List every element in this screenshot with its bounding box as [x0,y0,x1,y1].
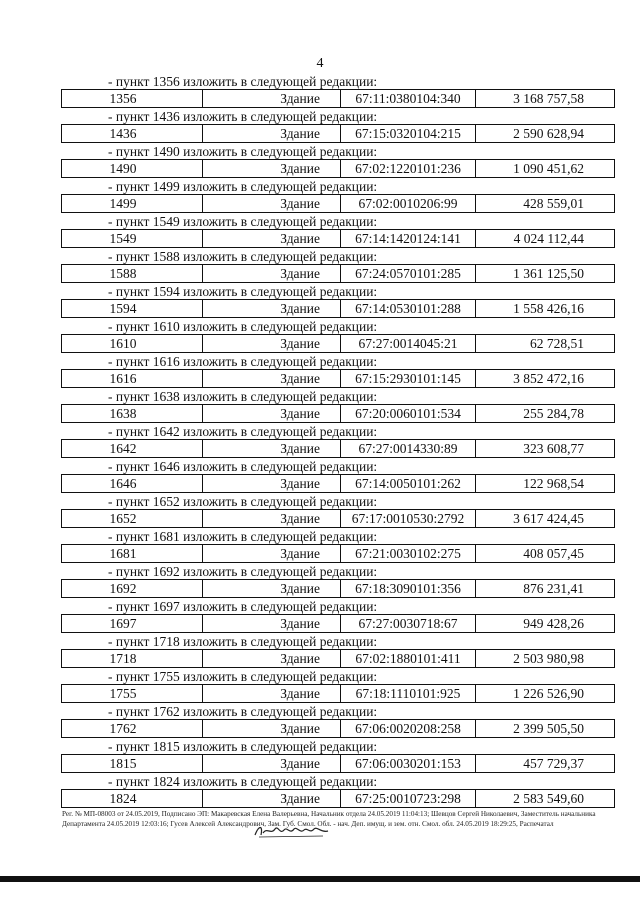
cadastral-value-cell: 408 057,45 [523,546,584,561]
amendment-instruction: - пункт 1815 изложить в следующей редакции: [108,739,378,754]
cadastral-number-cell: 67:27:0030718:67 [341,615,476,632]
table-row [61,229,615,248]
cadastral-number-cell: 67:06:0030201:153 [341,755,476,772]
amendment-instruction: - пункт 1549 изложить в следующей редакции: [108,214,378,229]
item-number-cell: 1490 [62,160,203,177]
item-number-cell: 1681 [62,545,203,562]
item-number-cell: 1356 [62,90,203,107]
cadastral-value-cell: 876 231,41 [523,581,584,596]
amendment-instruction: - пункт 1697 изложить в следующей редакции: [108,599,378,614]
handwritten-signature [253,823,333,839]
object-type-cell: Здание [203,580,341,597]
item-number-cell: 1549 [62,230,203,247]
cadastral-value-cell: 2 583 549,60 [513,791,584,806]
amendment-entry [61,74,616,109]
cadastral-value-cell: 62 728,51 [530,336,584,351]
amendment-instruction: - пункт 1638 изложить в следующей редакции: [108,389,378,404]
table-row [61,789,615,808]
amendment-instruction: - пункт 1718 изложить в следующей редакции: [108,634,378,649]
cadastral-number-cell: 67:02:1880101:411 [341,650,476,667]
amendment-instruction: - пункт 1594 изложить в следующей редакции: [108,284,378,299]
amendment-entry [61,249,616,284]
item-number-cell: 1616 [62,370,203,387]
item-number-cell: 1610 [62,335,203,352]
amendment-instruction: - пункт 1755 изложить в следующей редакции: [108,669,378,684]
amendment-instruction: - пункт 1588 изложить в следующей редакции: [108,249,378,264]
amendment-entry [61,634,616,669]
table-row [61,124,615,143]
item-number-cell: 1718 [62,650,203,667]
item-number-cell: 1815 [62,755,203,772]
table-row [61,404,615,423]
amendment-instruction: - пункт 1490 изложить в следующей редакции: [108,144,378,159]
cadastral-value-cell: 122 968,54 [523,476,584,491]
object-type-cell: Здание [203,475,341,492]
table-row [61,544,615,563]
table-row [61,264,615,283]
cadastral-value-cell: 323 608,77 [523,441,584,456]
amendment-entry [61,179,616,214]
table-row [61,509,615,528]
cadastral-number-cell: 67:20:0060101:534 [341,405,476,422]
cadastral-number-cell: 67:25:0010723:298 [341,790,476,807]
cadastral-number-cell: 67:14:1420124:141 [341,230,476,247]
amendments-list [61,74,616,809]
item-number-cell: 1436 [62,125,203,142]
bottom-border-bar [0,876,640,882]
table-row [61,614,615,633]
amendment-instruction: - пункт 1646 изложить в следующей редакции: [108,459,378,474]
cadastral-number-cell: 67:21:0030102:275 [341,545,476,562]
amendment-instruction: - пункт 1356 изложить в следующей редакции: [108,74,378,89]
object-type-cell: Здание [203,160,341,177]
table-row [61,194,615,213]
amendment-entry [61,599,616,634]
cadastral-value-cell: 4 024 112,44 [513,231,584,246]
table-row [61,334,615,353]
table-row [61,719,615,738]
cadastral-number-cell: 67:17:0010530:2792 [341,510,476,527]
cadastral-number-cell: 67:15:0320104:215 [341,125,476,142]
cadastral-value-cell: 2 399 505,50 [513,721,584,736]
object-type-cell: Здание [203,615,341,632]
cadastral-number-cell: 67:27:0014045:21 [341,335,476,352]
object-type-cell: Здание [203,265,341,282]
cadastral-number-cell: 67:14:0050101:262 [341,475,476,492]
signature-footer [62,810,610,829]
item-number-cell: 1646 [62,475,203,492]
item-number-cell: 1638 [62,405,203,422]
cadastral-number-cell: 67:02:1220101:236 [341,160,476,177]
amendment-instruction: - пункт 1610 изложить в следующей редакции: [108,319,378,334]
cadastral-value-cell: 3 617 424,45 [513,511,584,526]
table-row [61,684,615,703]
amendment-entry [61,529,616,564]
amendment-entry [61,669,616,704]
cadastral-value-cell: 3 168 757,58 [513,91,584,106]
page-number: 4 [316,56,324,71]
amendment-entry [61,739,616,774]
cadastral-value-cell: 1 558 426,16 [513,301,584,316]
cadastral-value-cell: 428 559,01 [523,196,584,211]
amendment-entry [61,564,616,599]
cadastral-value-cell: 457 729,37 [523,756,584,771]
amendment-entry [61,774,616,809]
object-type-cell: Здание [203,90,341,107]
item-number-cell: 1594 [62,300,203,317]
table-row [61,649,615,668]
cadastral-number-cell: 67:18:1110101:925 [341,685,476,702]
cadastral-number-cell: 67:24:0570101:285 [341,265,476,282]
object-type-cell: Здание [203,335,341,352]
table-row [61,579,615,598]
item-number-cell: 1499 [62,195,203,212]
object-type-cell: Здание [203,440,341,457]
amendment-instruction: - пункт 1616 изложить в следующей редакции: [108,354,378,369]
amendment-instruction: - пункт 1762 изложить в следующей редакции: [108,704,378,719]
amendment-entry [61,319,616,354]
amendment-instruction: - пункт 1824 изложить в следующей редакции: [108,774,378,789]
table-row [61,754,615,773]
object-type-cell: Здание [203,510,341,527]
table-row [61,439,615,458]
item-number-cell: 1697 [62,615,203,632]
cadastral-value-cell: 949 428,26 [523,616,584,631]
amendment-entry [61,354,616,389]
cadastral-value-cell: 2 590 628,94 [513,126,584,141]
amendment-instruction: - пункт 1692 изложить в следующей редакции: [108,564,378,579]
cadastral-value-cell: 1 361 125,50 [513,266,584,281]
table-row [61,474,615,493]
item-number-cell: 1824 [62,790,203,807]
amendment-entry [61,144,616,179]
cadastral-value-cell: 2 503 980,98 [513,651,584,666]
item-number-cell: 1755 [62,685,203,702]
cadastral-value-cell: 255 284,78 [523,406,584,421]
object-type-cell: Здание [203,790,341,807]
object-type-cell: Здание [203,685,341,702]
footer-text: Рег. № МП-08003 от 24.05.2019, Подписано ЭП: Макаревская Елена Валерьевна, Начальник отдела 24.05.2019 11:04:13; Шевцов Сергей Николаевич, Заместитель начальника Департамента 24.05.2019 12:03:16; Гусев Алексей Александрович, Зам. Губ. Смол. Обл. - нач. Деп. имущ. и зем. отн. Смол. обл. 24.05.2019 18:29:25, Распечатал [62,810,596,828]
item-number-cell: 1762 [62,720,203,737]
object-type-cell: Здание [203,650,341,667]
object-type-cell: Здание [203,545,341,562]
object-type-cell: Здание [203,300,341,317]
object-type-cell: Здание [203,370,341,387]
amendment-instruction: - пункт 1652 изложить в следующей редакции: [108,494,378,509]
cadastral-value-cell: 1 226 526,90 [513,686,584,701]
object-type-cell: Здание [203,230,341,247]
amendment-instruction: - пункт 1681 изложить в следующей редакции: [108,529,378,544]
amendment-instruction: - пункт 1499 изложить в следующей редакции: [108,179,378,194]
object-type-cell: Здание [203,195,341,212]
cadastral-value-cell: 1 090 451,62 [513,161,584,176]
amendment-entry [61,214,616,249]
amendment-instruction: - пункт 1436 изложить в следующей редакции: [108,109,378,124]
cadastral-number-cell: 67:18:3090101:356 [341,580,476,597]
cadastral-number-cell: 67:11:0380104:340 [341,90,476,107]
cadastral-number-cell: 67:02:0010206:99 [341,195,476,212]
amendment-entry [61,424,616,459]
amendment-entry [61,704,616,739]
table-row [61,89,615,108]
amendment-entry [61,459,616,494]
item-number-cell: 1588 [62,265,203,282]
table-row [61,299,615,318]
object-type-cell: Здание [203,720,341,737]
object-type-cell: Здание [203,405,341,422]
amendment-entry [61,284,616,319]
table-row [61,159,615,178]
amendment-entry [61,389,616,424]
cadastral-number-cell: 67:06:0020208:258 [341,720,476,737]
item-number-cell: 1642 [62,440,203,457]
amendment-instruction: - пункт 1642 изложить в следующей редакции: [108,424,378,439]
amendment-entry [61,494,616,529]
amendment-entry [61,109,616,144]
cadastral-value-cell: 3 852 472,16 [513,371,584,386]
cadastral-number-cell: 67:14:0530101:288 [341,300,476,317]
table-row [61,369,615,388]
cadastral-number-cell: 67:27:0014330:89 [341,440,476,457]
cadastral-number-cell: 67:15:2930101:145 [341,370,476,387]
item-number-cell: 1692 [62,580,203,597]
object-type-cell: Здание [203,755,341,772]
item-number-cell: 1652 [62,510,203,527]
object-type-cell: Здание [203,125,341,142]
